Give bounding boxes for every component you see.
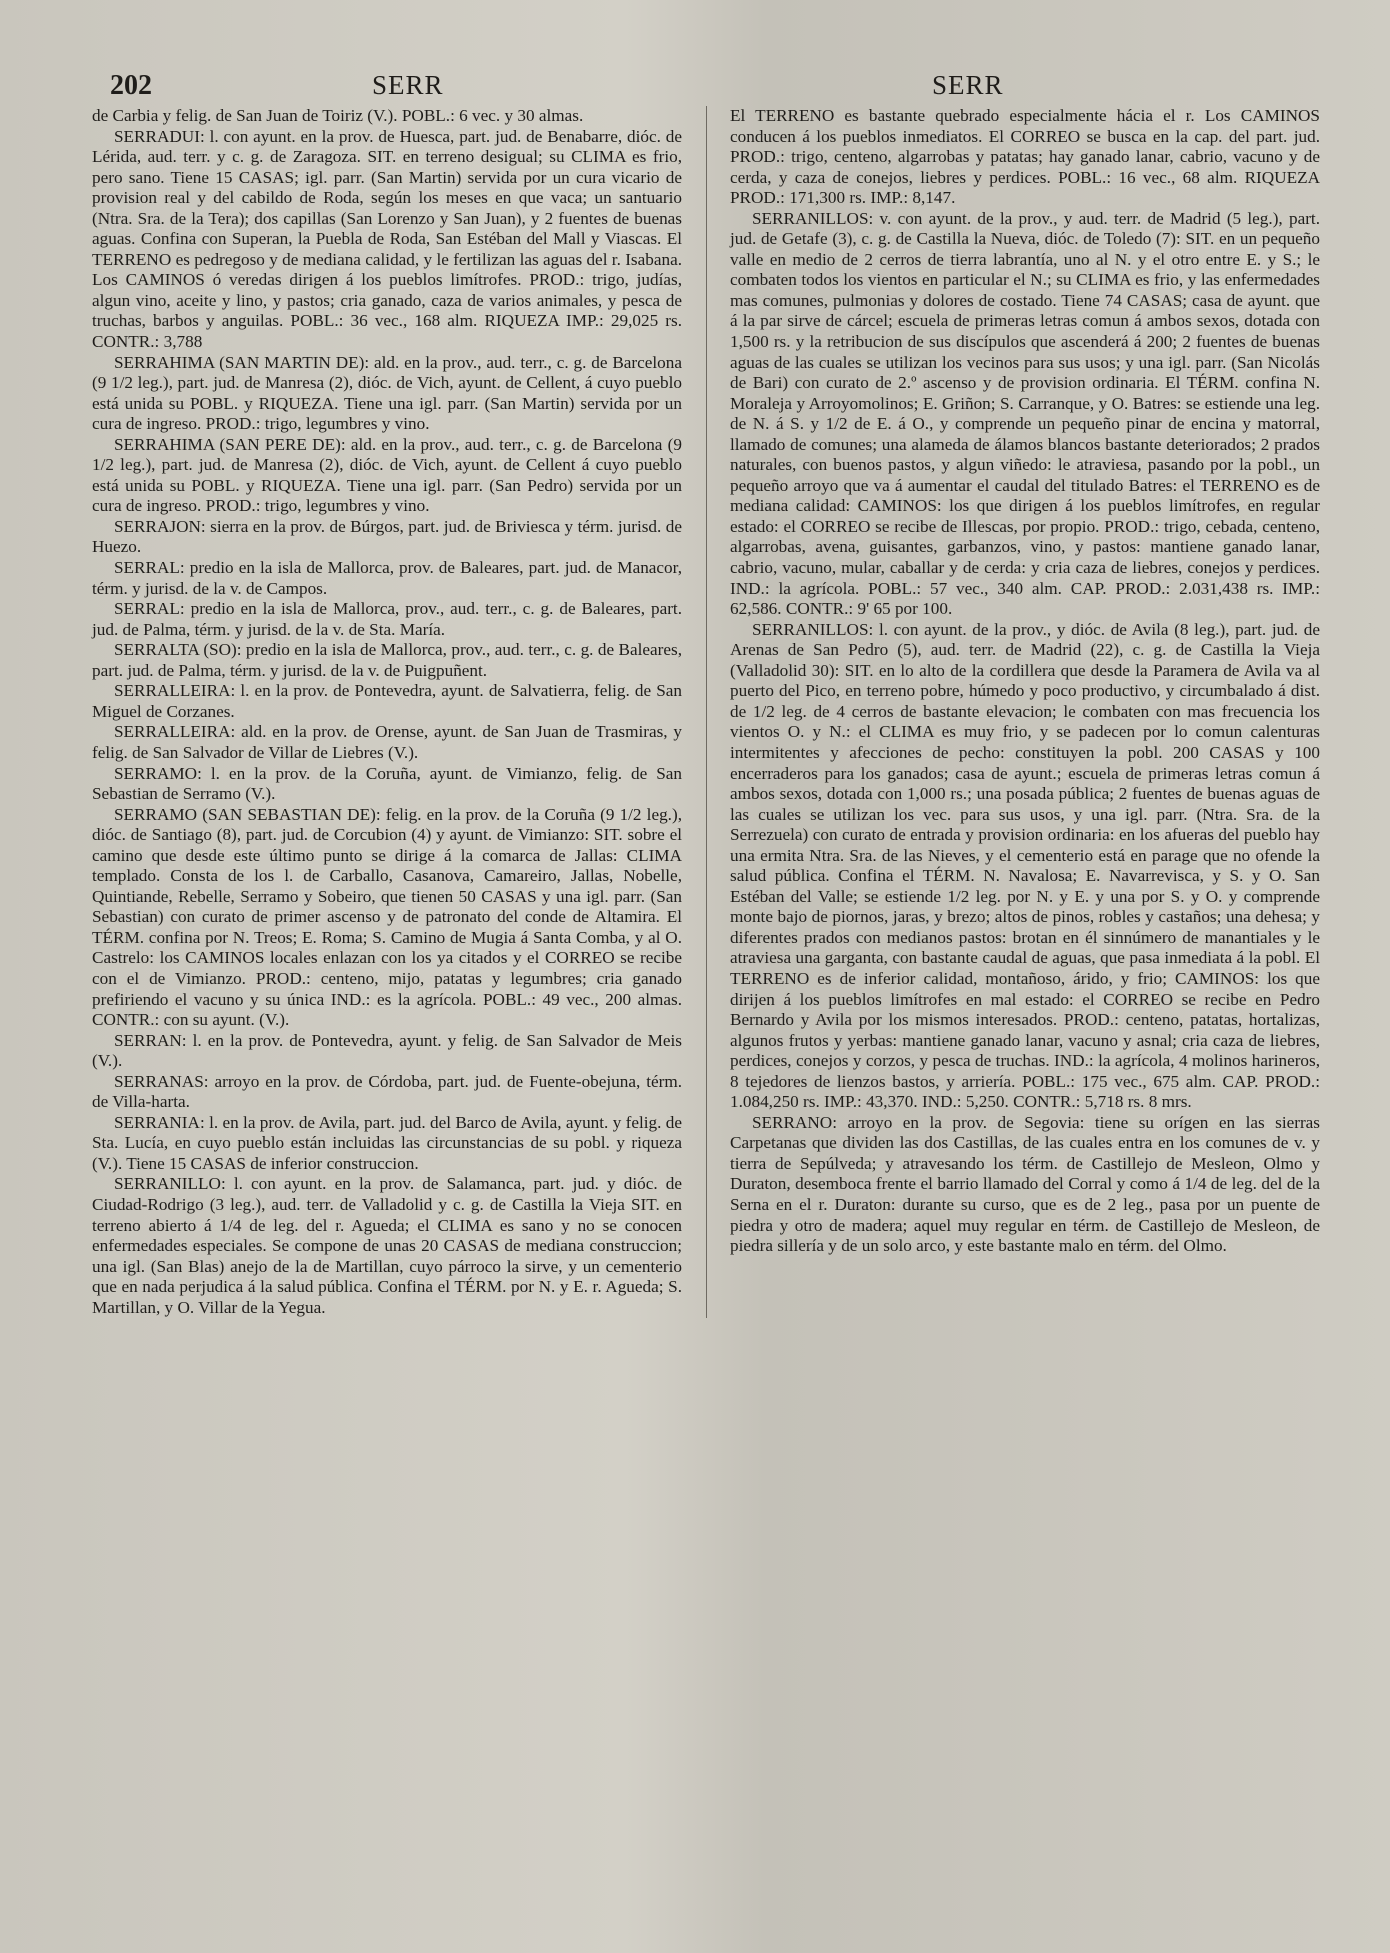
entry-serramo-lugar: SERRAMO: l. en la prov. de la Coruña, ayunt. de Vimianzo, felig. de San Sebastian de Serramo (V.). [92,763,682,804]
entry-continuation: de Carbia y felig. de San Juan de Toiriz (V.). POBL.: 6 vec. y 30 almas. [92,106,584,125]
entry-serranas: SERRANAS: arroyo en la prov. de Córdoba, part. jud. de Fuente-obejuna, térm. de Villa-harta. [92,1071,682,1112]
text-columns [92,106,1320,1318]
entry-serrahima-san-martin: SERRAHIMA (SAN MARTIN DE): ald. en la prov., aud. terr., c. g. de Barcelona (9 1/2 leg.), part. jud. de Manresa (2), dióc. de Vich, ayunt. de Cellent, á cuyo pueblo está unida su POBL. y RIQUEZA. Tiene una igl. parr. (San Martin) servida por un cura de ingreso. PROD.: trigo, legumbres y vino. [92,352,682,434]
entry-serradui: SERRADUI: l. con ayunt. en la prov. de Huesca, part. jud. de Benabarre, dióc. de Lérida, aud. terr. y c. g. de Zaragoza. SIT. en terreno desigual; su CLIMA es frio, pero sano. Tiene 15 CASAS; igl. parr. (San Martin) servida por un cura vicario de provision real y del cabildo de Roda, según los meses en que vaca; un santuario (Ntra. Sra. de la Tera); dos capillas (San Lorenzo y San Juan), y 2 fuentes de buenas aguas. Confina con Superan, la Puebla de Roda, San Estéban del Mall y Viascas. El TERRENO es pedregoso y de mediana calidad, y le fertilizan las aguas del r. Isabana. Los CAMINOS ó veredas dirigen á los pueblos limítrofes. PROD.: trigo, judías, algun vino, aceite y lino, y pastos; cria ganado, caza de varios animales, y pesca de truchas, barbos y anguilas. POBL.: 36 vec., 168 alm. RIQUEZA IMP.: 29,025 rs. CONTR.: 3,788 [92,126,682,352]
entry-serrano: SERRANO: arroyo en la prov. de Segovia: tiene su orígen en las sierras Carpetanas que dividen las dos Castillas, de las cuales entra en los comunes de v. y tierra de Sepúlveda; y atravesando los térm. de Castillejo de Mesleon, Olmo y Duraton, desemboca frente el barrio llamado del Corral y como á 1/4 de leg. del de la Serna en el r. Duraton: durante su curso, que es de 2 leg., pasa por un puente de piedra y otro de madera; aquel muy regular en térm. de Castillejo de Mesleon, de piedra sillería y de un solo arco, y este bastante malo en térm. del Olmo. [730,1112,1320,1256]
entry-serral-palma: SERRAL: predio en la isla de Mallorca, prov., aud. terr., c. g. de Baleares, part. jud. de Palma, térm. y jurisd. de la v. de Sta. María. [92,599,682,639]
entry-serralleira-orense: SERRALLEIRA: ald. en la prov. de Orense, ayunt. de San Juan de Trasmiras, y felig. de San Salvador de Villar de Liebres (V.). [92,722,682,762]
entry-serramo-san-sebastian: SERRAMO (SAN SEBASTIAN DE): felig. en la prov. de la Coruña (9 1/2 leg.), dióc. de Santiago (8), part. jud. de Corcubion (4) y ayunt. de Vimianzo: SIT. sobre el camino que desde este último punto se dirige á la comarca de Jallas: CLIMA templado. Consta de los l. de Carballo, Casanova, Camareiro, Jallas, Nobelle, Quintiande, Rebelle, Serramo y Sobeiro, que tienen 50 CASAS y una igl. parr. (San Sebastian) con curato de primer ascenso y de patronato del conde de Altamira. El TÉRM. confina por N. Treos; E. Roma; S. Camino de Mugia á Santa Comba, y al O. Castrelo: los CAMINOS locales enlazan con los ya citados y el CORREO se recibe con el de Vimianzo. PROD.: centeno, mijo, patatas y legumbres; cria ganado prefiriendo el vacuno y su única IND.: es la agrícola. POBL.: 49 vec., 200 almas. CONTR.: con su ayunt. (V.). [92,804,682,1030]
page-number: 202 [110,70,152,101]
entry-serranillos-madrid: SERRANILLOS: v. con ayunt. de la prov., y aud. terr. de Madrid (5 leg.), part. jud. de Getafe (3), c. g. de Castilla la Nueva, dióc. de Toledo (7): SIT. en un pequeño valle en medio de 2 cerros de tierra labrantía, uno al N. y el otro entre E. y S.; le combaten todos los vientos en particular el N.; su CLIMA es frio, y las enfermedades mas comunes, pulmonias y dolores de costado. Tiene 74 CASAS; casa de ayunt. que á la par sirve de cárcel; escuela de primeras letras comun á ambos sexos, dotada con 1,500 rs. y la retribucion de sus discípulos que ascenderá á 200; 2 fuentes de buenas aguas de las cuales se utilizan los vecinos para sus usos; y una igl. parr. (San Nicolás de Bari) con curato de 2.º ascenso y de provision ordinaria. El TÉRM. confina N. Moraleja y Arroyomolinos; E. Griñon; S. Carranque, y O. Batres: se estiende una leg. de N. á S. y 1/2 de E. á O., y comprende un pequeño pinar de encina y matorral, llamado de comunes; una alameda de álamos blancos bastante deteriorados; 2 prados naturales, con buenos pastos, y algun viñedo: le atraviesa, pasando por la pobl., un pequeño arroyo que va á aumentar el caudal del titulado Batres: el TERRENO es de mediana calidad: CAMINOS: los que dirigen á los pueblos limítrofes, en regular estado: el CORREO se recibe de Illescas, por propio. PROD.: trigo, cebada, centeno, algarrobas, avena, guisantes, garbanzos, vino, y pastos: mantiene ganado lanar, cabrio, vacuno, mular, caballar y de cerda: y cria caza de liebres, conejos y perdices. IND.: la agrícola. POBL.: 57 vec., 340 alm. CAP. PROD.: 2.031,438 rs. IMP.: 62,586. CONTR.: 9' 65 por 100. [730,208,1320,619]
entry-serran: SERRAN: l. en la prov. de Pontevedra, ayunt. y felig. de San Salvador de Meis (V.). [92,1030,682,1071]
entry-serral-manacor: SERRAL: predio en la isla de Mallorca, prov. de Baleares, part. jud. de Manacor, térm. y jurisd. de la v. de Campos. [92,558,682,598]
left-column [92,106,682,1318]
entry-serranillo-continuation: El TERRENO es bastante quebrado especialmente hácia el r. Los CAMINOS conducen á los pueblos inmediatos. El CORREO se busca en la cap. del part. jud. PROD.: trigo, centeno, algarrobas y patatas; hay ganado lanar, cabrio, vacuno y de cerda, y caza de conejos, liebres y perdices. POBL.: 16 vec., 68 alm. RIQUEZA PROD.: 171,300 rs. IMP.: 8,147. [730,106,1320,208]
page-header [92,62,1320,106]
entry-serranillos-avila: SERRANILLOS: l. con ayunt. de la prov., y dióc. de Avila (8 leg.), part. jud. de Arenas de San Pedro (5), aud. terr. de Madrid (22), c. g. de Castilla la Vieja (Valladolid 30): SIT. en lo alto de la cordillera que desde la Paramera de Avila va al puerto del Pico, en terreno pobre, húmedo y poco productivo, y circumbalado á dist. de 1/2 leg. de 4 cerros de bastante elevacion; le combaten con mas frecuencia los vientos O. y N.: el CLIMA es muy frio, y se padecen por lo comun calenturas intermitentes y afecciones de pecho: constituyen la pobl. 200 CASAS y 100 encerraderos para los ganados; casa de ayunt.; escuela de primeras letras comun á ambos sexos, dotada con 1,000 rs.; una posada pública; 2 fuentes de buenas aguas de las cuales se utilizan los vec. para sus usos, y una igl. parr. (Ntra. Sra. de la Serrezuela) con curato de entrada y provision ordinaria: en los afueras del pueblo hay una ermita Ntra. Sra. de las Nieves, y el cementerio está en parage que no ofende la salud pública. Confina el TÉRM. N. Navalosa; E. Navarrevisca, y S. y O. San Estéban del Valle; se estiende 1/2 leg. por N. y E. y una por S. y O. y comprende monte bajo de piornos, jaras, y brezo; altos de pinos, robles y castaños; una dehesa; y diferentes prados con medianos pastos: brotan en él sinnúmero de manantiales y le atraviesa una garganta, con bastante caudal de aguas, que pasa inmediata á la pobl. El TERRENO es de inferior calidad, montañoso, árido, y frio; CAMINOS: los que dirijen á los pueblos limítrofes en mal estado: el CORREO se recibe en Pedro Bernardo y Avila por los mismos interesados. PROD.: centeno, patatas, hortalizas, algunos frutos y yerbas: mantiene ganado lanar, vacuno y asnal; cria caza de liebres, perdices, conejos y corzos, y pesca de truchas. IND.: la agrícola, 4 molinos harineros, 8 tejedores de lienzos bastos, y arriería. POBL.: 175 vec., 675 alm. CAP. PROD.: 1.084,250 rs. IMP.: 43,370. IND.: 5,250. CONTR.: 5,718 rs. 8 mrs. [730,619,1320,1112]
right-column [730,106,1320,1318]
entry-serrahima-san-pere: SERRAHIMA (SAN PERE DE): ald. en la prov., aud. terr., c. g. de Barcelona (9 1/2 leg.), part. jud. de Manresa (2), dióc. de Vich, ayunt. de Cellent á cuyo pueblo está unida su POBL. y RIQUEZA. Tiene una igl. parr. (San Pedro) servida por un cura de ingreso. PROD.: trigo, legumbres y vino. [92,434,682,516]
entry-serranillo: SERRANILLO: l. con ayunt. en la prov. de Salamanca, part. jud. y dióc. de Ciudad-Rodrigo (3 leg.), aud. terr. de Valladolid y c. g. de Castilla la Vieja SIT. en terreno abierto á 1/4 de leg. del r. Agueda; el CLIMA es sano y no se conocen enfermedades especiales. Se compone de unas 20 CASAS de mediana construccion; una igl. (San Blas) anejo de la de Martillan, cuyo párroco la sirve, y un cementerio que en nada perjudica á la salud pública. Confina el TÉRM. por N. y E. r. Agueda; S. Martillan, y O. Villar de la Yegua. [92,1174,682,1317]
left-running-head: SERR [372,70,444,100]
entry-serrania: SERRANIA: l. en la prov. de Avila, part. jud. del Barco de Avila, ayunt. y felig. de Sta. Lucía, en cuyo pueblo están incluidas las circunstancias de su pobl. y riqueza (V.). Tiene 15 CASAS de inferior construccion. [92,1112,682,1173]
entry-serralleira-pontevedra: SERRALLEIRA: l. en la prov. de Pontevedra, ayunt. de Salvatierra, felig. de San Miguel de Corzanes. [92,681,682,721]
right-running-head: SERR [932,70,1004,100]
entry-serrajon: SERRAJON: sierra en la prov. de Búrgos, part. jud. de Briviesca y térm. jurisd. de Huezo. [92,516,682,557]
entry-serralta: SERRALTA (SO): predio en la isla de Mallorca, prov., aud. terr., c. g. de Baleares, part. jud. de Palma, térm. y jurisd. de la v. de Puigpuñent. [92,640,682,680]
column-divider [706,106,707,1318]
